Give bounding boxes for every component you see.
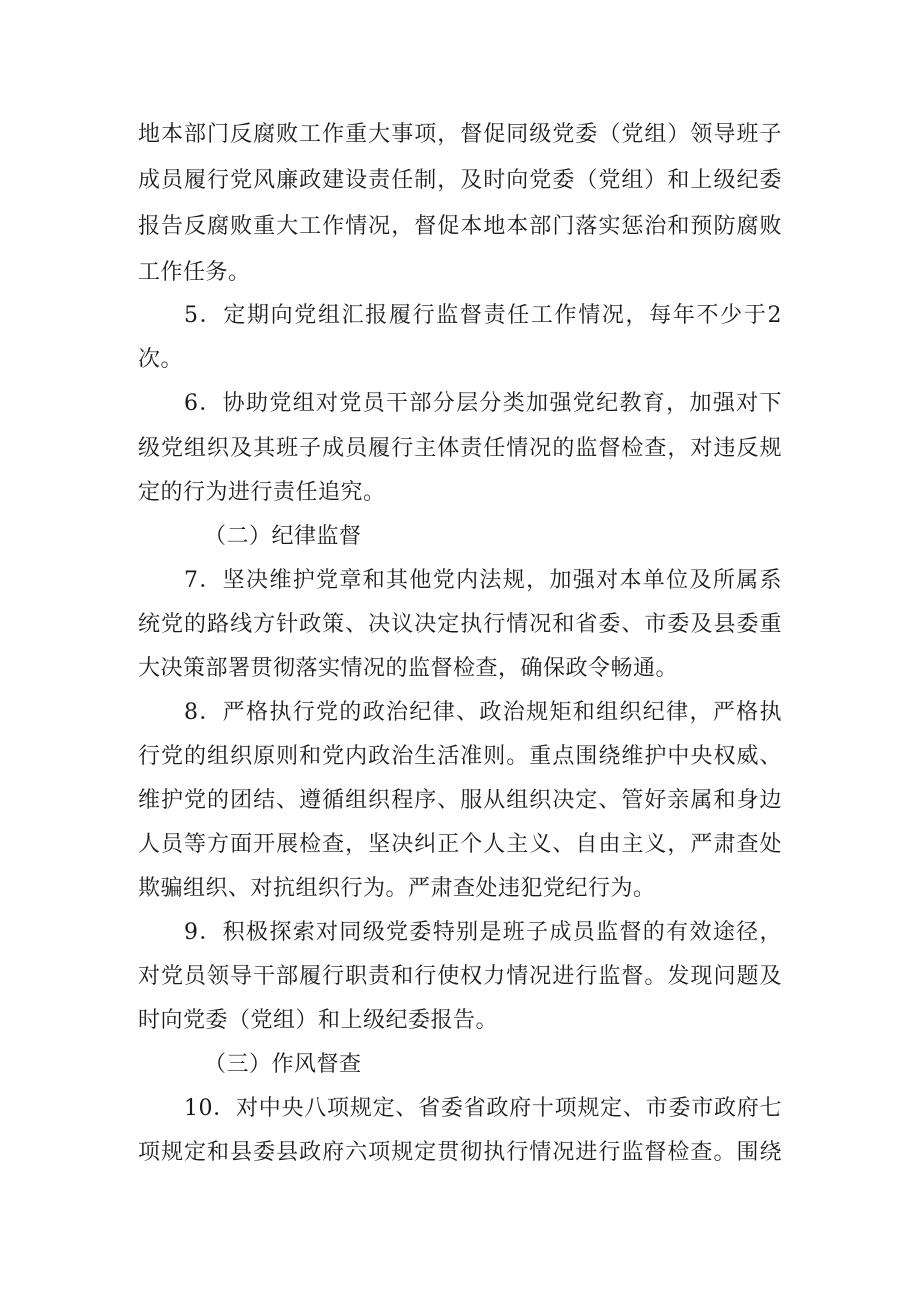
item-7-text: 7．坚决维护党章和其他党内法规，加强对本单位及所属系: [184, 568, 782, 593]
body-text-line: 项规定和县委县政府六项规定贯彻执行情况进行监督检查。围绕: [138, 1140, 782, 1165]
body-text-line: 行党的组织原则和党内政治生活准则。重点围绕维护中央权威、: [138, 744, 782, 769]
body-text-line: 报告反腐败重大工作情况，督促本地本部门落实惩治和预防腐败: [138, 214, 782, 239]
body-text-line: 地本部门反腐败工作重大事项，督促同级党委（党组）领导班子: [138, 122, 782, 147]
body-text-line: 大决策部署贯彻落实情况的监督检查，确保政令畅通。: [138, 656, 679, 681]
item-10-text: 10．对中央八项规定、省委省政府十项规定、市委市政府七: [184, 1096, 782, 1121]
body-text-line: 对党员领导干部履行职责和行使权力情况进行监督。发现问题及: [138, 964, 782, 989]
body-text-line: 时向党委（党组）和上级纪委报告。: [138, 1008, 499, 1033]
body-text-line: 成员履行党风廉政建设责任制，及时向党委（党组）和上级纪委: [138, 168, 782, 193]
body-text-line: 工作任务。: [138, 260, 251, 285]
item-5-text: 5．定期向党组汇报履行监督责任工作情况，每年不少于2: [184, 303, 782, 328]
item-9-text: 9．积极探索对同级党委特别是班子成员监督的有效途径，: [184, 920, 782, 945]
body-text-line: 人员等方面开展检查，坚决纠正个人主义、自由主义，严肃查处: [138, 832, 782, 857]
section-heading-conduct: （三）作风督查: [204, 1052, 362, 1077]
body-text-line: 次。: [138, 347, 184, 372]
section-heading-discipline: （二）纪律监督: [204, 524, 362, 549]
body-text-line: 定的行为进行责任追究。: [138, 480, 386, 505]
body-text-line: 维护党的团结、遵循组织程序、服从组织决定、管好亲属和身边: [138, 788, 782, 813]
body-text-line: 统党的路线方针政策、决议决定执行情况和省委、市委及县委重: [138, 612, 782, 637]
item-6-text: 6．协助党组对党员干部分层分类加强党纪教育，加强对下: [184, 391, 782, 416]
body-text-line: 级党组织及其班子成员履行主体责任情况的监督检查，对违反规: [138, 436, 782, 461]
body-text-line: 欺骗组织、对抗组织行为。严肃查处违犯党纪行为。: [138, 876, 656, 901]
item-8-text: 8．严格执行党的政治纪律、政治规矩和组织纪律，严格执: [184, 700, 782, 725]
